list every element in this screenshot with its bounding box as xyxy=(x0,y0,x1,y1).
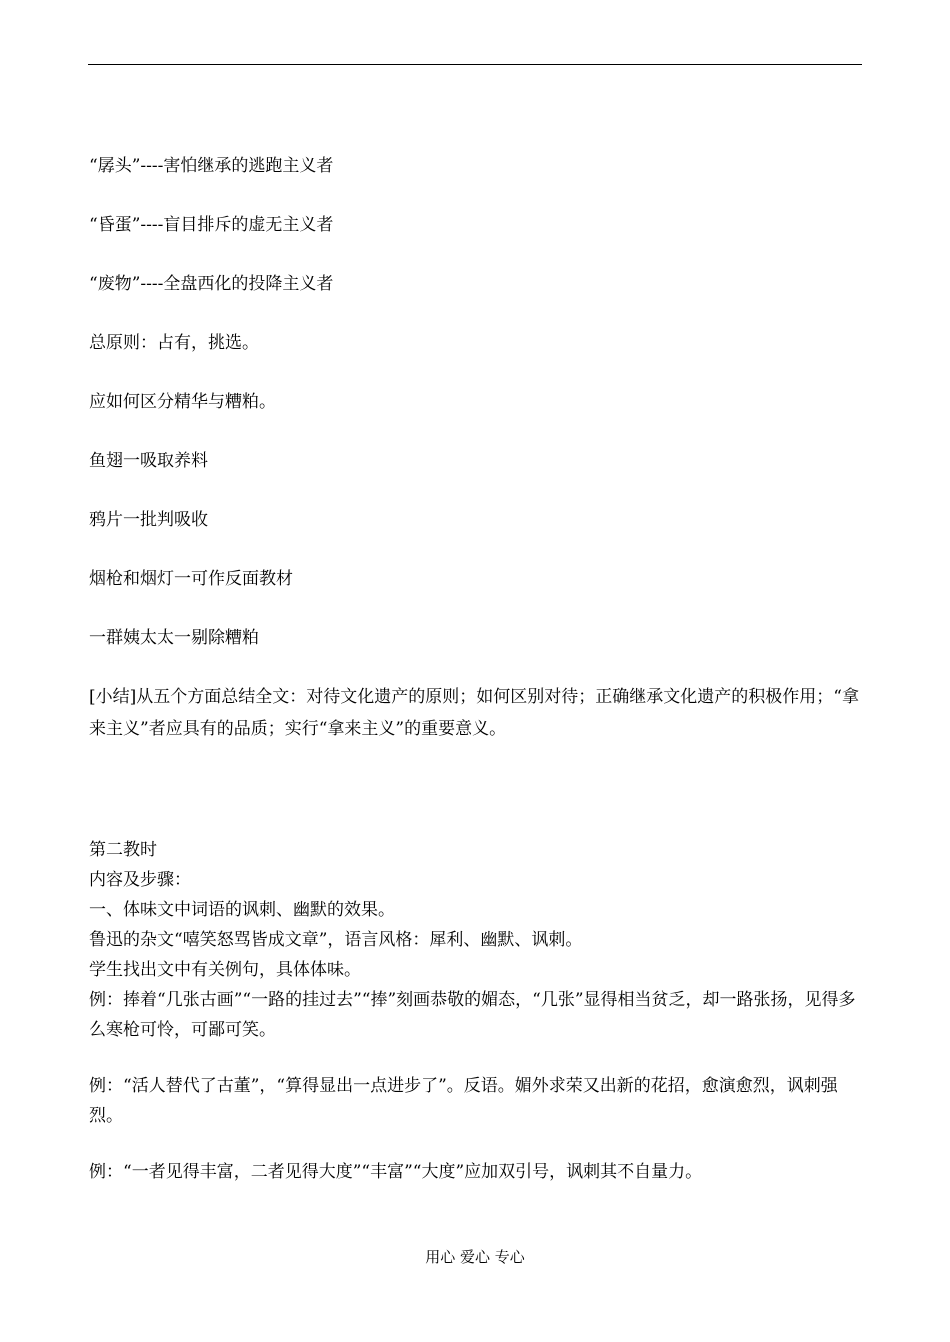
paragraph: “废物”----全盘西化的投降主义者 xyxy=(89,274,334,294)
point-1: 一、体味文中词语的讽刺、幽默的效果。 xyxy=(89,900,395,920)
task-paragraph: 学生找出文中有关例句，具体体味。 xyxy=(89,960,361,980)
header-rule xyxy=(88,64,862,65)
page-footer: 用心 爱心 专心 xyxy=(425,1248,525,1266)
section-2 xyxy=(89,835,863,1187)
section-1 xyxy=(89,150,863,745)
paragraph: “孱头”----害怕继承的逃跑主义者 xyxy=(89,156,334,176)
paragraph: 总原则：占有，挑选。 xyxy=(89,333,259,353)
paragraph: “昏蛋”----盲目排斥的虚无主义者 xyxy=(89,215,334,235)
example-1: 例：捧着“几张古画”“一路的挂过去”“捧”刻画恭敬的媚态，“几张”显得相当贫乏，却一路张扬，见得多么寒枪可怜，可鄙可笑。 xyxy=(89,990,856,1040)
section-title: 第二教时 xyxy=(89,840,157,860)
paragraph: 烟枪和烟灯一可作反面教材 xyxy=(89,569,293,589)
paragraph: 应如何区分精华与糟粕。 xyxy=(89,392,276,412)
paragraph: 鱼翅一吸取养料 xyxy=(89,451,208,471)
paragraph: 一群姨太太一剔除糟粕 xyxy=(89,628,259,648)
style-paragraph: 鲁迅的杂文“嘻笑怒骂皆成文章”，语言风格：犀利、幽默、讽刺。 xyxy=(89,930,583,950)
paragraph: 鸦片一批判吸收 xyxy=(89,510,208,530)
steps-label: 内容及步骤： xyxy=(89,870,191,890)
example-2: 例：“活人替代了古董”，“算得显出一点进步了”。反语。媚外求荣又出新的花招，愈演愈烈，讽刺强烈。 xyxy=(89,1076,838,1126)
summary-paragraph: [小结]从五个方面总结全文：对待文化遗产的原则；如何区别对待；正确继承文化遗产的积极作用；“拿来主义”者应具有的品质；实行“拿来主义”的重要意义。 xyxy=(89,687,859,739)
example-3: 例：“一者见得丰富，二者见得大度”“丰富”“大度”应加双引号，讽刺其不自量力。 xyxy=(89,1162,703,1182)
